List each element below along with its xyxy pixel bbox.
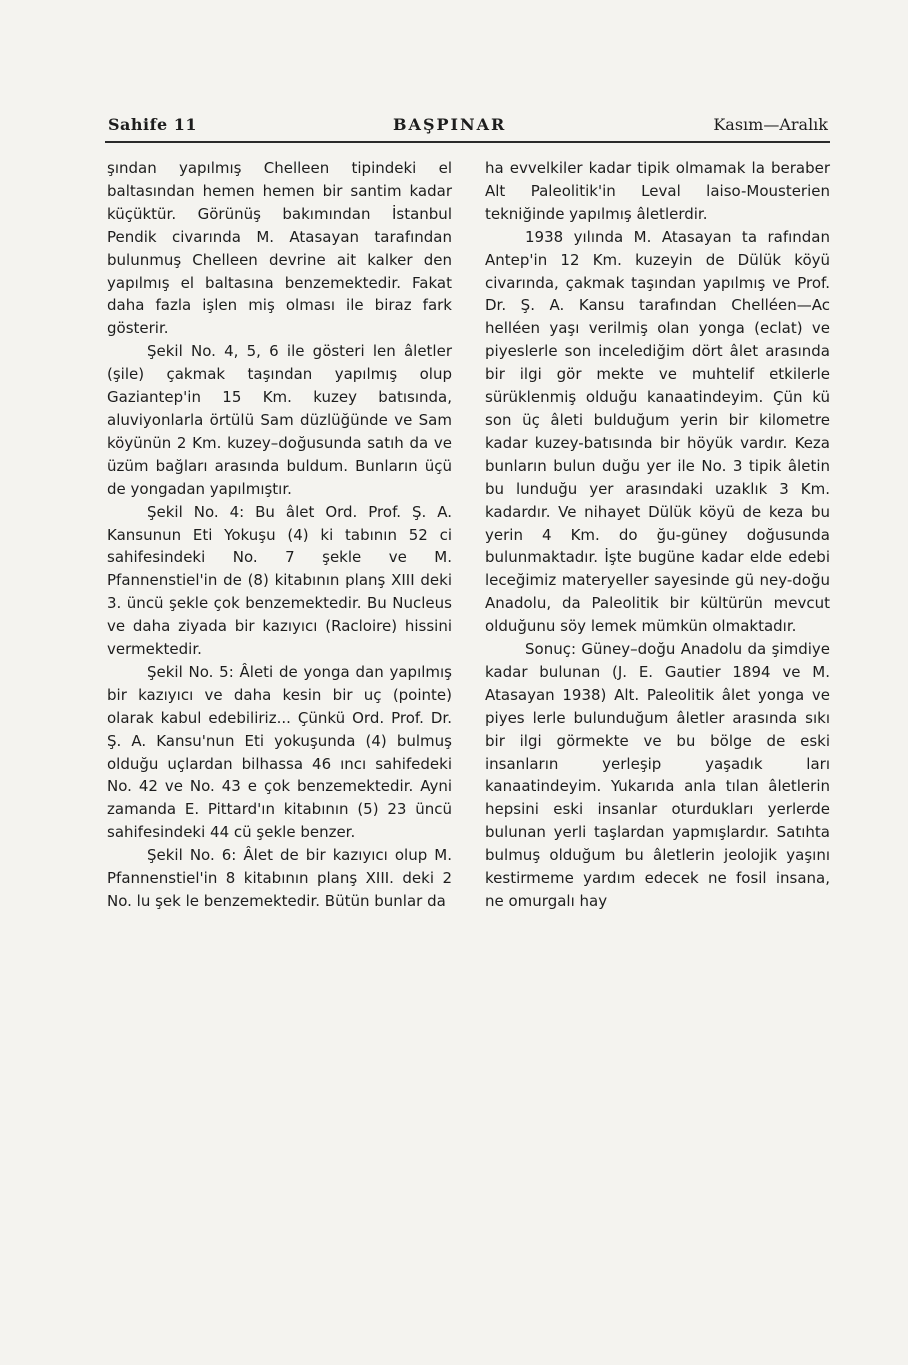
right-column [485,157,830,913]
paragraph: ha evvelkiler kadar tipik olmamak la beraber Alt Paleolitik'in Leval laiso-Mousterien tekniğinde yapılmış âletlerdir. [485,159,830,223]
header-rule [105,141,830,143]
paragraph: Sonuç: Güney–doğu Anadolu da şimdiye kadar bulunan (J. E. Gautier 1894 ve M. Atasayan 1938) Alt. Paleolitik âlet yonga ve piyes lerle bulunduğum âletler arasında sıkı bir ilgi görmekte ve bu bölge de eski insanların yerleşip yaşadık ları kanaatindeyim. Yukarıda anla tılan âletlerin hepsini eski insanlar oturdukları yerlerde bulunan yerli taşlardan yapmışlardır. Satıhta bulmuş olduğum bu âletlerin jeolojik yaşını kestirmeme yardım edecek ne fosil insana, ne omurgalı hay [485,640,830,910]
paragraph: Şekil No. 5: Âleti de yonga dan yapılmış bir kazıyıcı ve daha kesin bir uç (pointe) olarak kabul edebiliriz... Çünkü Ord. Prof. Dr. Ş. A. Kansu'nun Eti yokuşunda (4) bulmuş olduğu uçlardan bilhassa 46 ıncı sahifedeki No. 42 ve No. 43 e çok benzemektedir. Ayni zamanda E. Pittard'ın kitabının (5) 23 üncü sahifesindeki 44 cü şekle benzer. [107,662,452,842]
paragraph: şından yapılmış Chelleen tipindeki el baltasından hemen hemen bir santim kadar küçüktür. Görünüş bakımından İstanbul Pendik civarında M. Atasayan tarafından bulunmuş Chelleen devrine ait kalker den yapılmış el baltasına benzemektedir. Fakat daha fazla işlen miş olması ile biraz fark gösterir. [107,159,452,338]
page-header [108,115,828,137]
left-column [107,157,452,913]
paragraph: Şekil No. 4: Bu âlet Ord. Prof. Ş. A. Kansunun Eti Yokuşu (4) ki tabının 52 ci sahifesindeki No. 7 şekle ve M. Pfannenstiel'in de (8) kitabının planş XIII deki 3. üncü şekle çok benzemektedir. Bu Nucleus ve daha ziyada bir kazıyıcı (Racloire) hissini vermektedir. [107,502,452,659]
journal-title: BAŞPINAR [393,115,507,134]
page-number: Sahife 11 [108,115,198,134]
paragraph: Şekil No. 4, 5, 6 ile gösteri len âletler (şile) çakmak taşından yapılmış olup Gaziantep'in 15 Km. kuzey batısında, aluviyonlarla örtülü Sam düzlüğünde ve Sam köyünün 2 Km. kuzey–doğusunda satıh da ve üzüm bağları arasında buldum. Bunların üçü de yongadan yapılmıştır. [107,342,452,498]
paragraph: Şekil No. 6: Âlet de bir kazıyıcı olup M. Pfannenstiel'in 8 kitabının planş XIII. deki 2 No. lu şek le benzemektedir. Bütün bunlar da [107,846,452,910]
issue-date: Kasım—Aralık [713,115,828,134]
paragraph: 1938 yılında M. Atasayan ta rafından Antep'in 12 Km. kuzeyin de Dülük köyü civarında, çakmak taşından yapılmış ve Prof. Dr. Ş. A. Kansu tarafından Chelléen—Ac helléen yaşı verilmiş olan yonga (eclat) ve piyeslerle son incelediğim dört âlet arasında bir ilgi gör mekte ve muhtelif etkilerle sürüklenmiş olduğu kanaatindeyim. Çün kü son üç âleti bulduğum yerin bir kilometre kadar kuzey-batısında bir höyük vardır. Keza bunların bulun duğu yer ile No. 3 tipik âletin bu lunduğu yer arasındaki uzaklık 3 Km. kadardır. Ve nihayet Dülük köyü de keza bu yerin 4 Km. do ğu-güney doğusunda bulunmaktadır. İşte bugüne kadar elde edebi leceğimiz materyeller sayesinde gü ney-doğu Anadolu, da Paleolitik bir kültürün mevcut olduğunu söy lemek mümkün olmaktadır. [485,227,830,636]
